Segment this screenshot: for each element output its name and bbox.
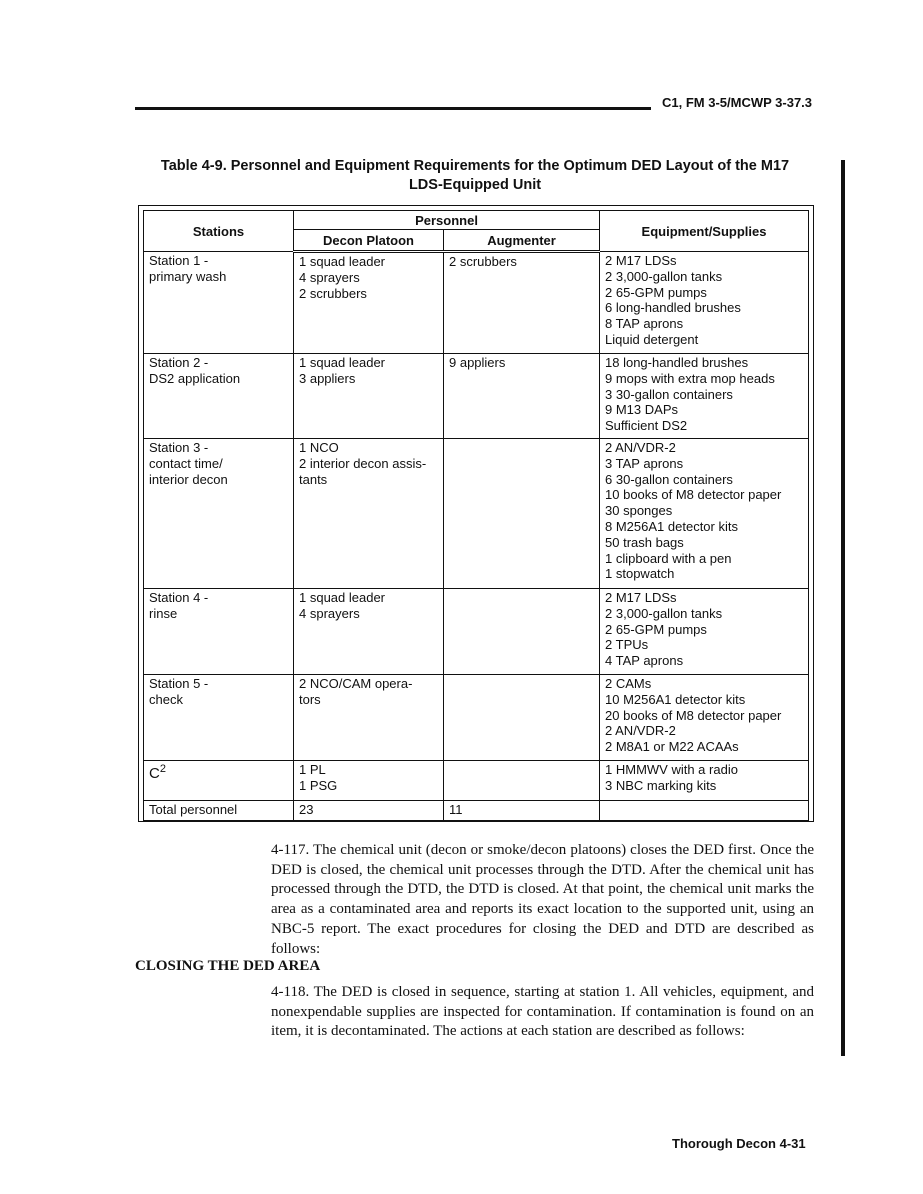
station-cell-line: Station 5 - bbox=[149, 676, 209, 691]
equipment-cell bbox=[600, 354, 809, 439]
equipment-cell bbox=[600, 589, 809, 675]
section-heading: CLOSING THE DED AREA bbox=[135, 958, 321, 974]
equipment-cell-line: 1 stopwatch bbox=[605, 566, 675, 582]
station-cell bbox=[144, 252, 294, 354]
total-decon-cell: 23 bbox=[294, 801, 444, 821]
equipment-cell-line: 6 30-gallon containers bbox=[605, 471, 733, 487]
equipment-cell-line: 2 3,000-gallon tanks bbox=[605, 268, 723, 284]
equipment-cell-line: 18 long-handled brushes bbox=[605, 355, 749, 370]
header-equipment: Equipment/Supplies bbox=[600, 211, 809, 252]
station-cell-line: Station 1 - bbox=[149, 253, 209, 268]
decon-platoon-cell-line: 4 sprayers bbox=[299, 269, 360, 285]
decon-platoon-cell-line: 1 NCO bbox=[299, 440, 339, 455]
running-head: C1, FM 3-5/MCWP 3-37.3 bbox=[662, 95, 813, 110]
station-cell bbox=[144, 675, 294, 761]
c2-label: C bbox=[149, 765, 160, 782]
equipment-cell-line: 10 books of M8 detector paper bbox=[605, 487, 782, 503]
augmenter-cell bbox=[444, 589, 600, 675]
total-augmenter-cell: 11 bbox=[444, 801, 600, 821]
equipment-cell-line: 9 mops with extra mop heads bbox=[605, 370, 775, 386]
decon-platoon-cell bbox=[294, 761, 444, 801]
augmenter-cell bbox=[444, 252, 600, 354]
decon-platoon-cell-line: 2 interior decon assis- bbox=[299, 455, 427, 471]
equipment-cell-line: 2 AN/VDR-2 bbox=[605, 440, 676, 455]
table-title-line2: LDS-Equipped Unit bbox=[408, 177, 542, 193]
equipment-cell-line: 2 65-GPM pumps bbox=[605, 284, 707, 300]
equipment-cell-line: 6 long-handled brushes bbox=[605, 300, 741, 316]
station-cell-line: interior decon bbox=[149, 471, 228, 487]
equipment-cell-line: 8 M256A1 detector kits bbox=[605, 518, 738, 534]
equipment-cell-line: Liquid detergent bbox=[605, 331, 699, 347]
decon-platoon-cell-line: 3 appliers bbox=[299, 370, 356, 386]
decon-platoon-cell-line: 1 PL bbox=[299, 762, 326, 777]
station-cell-c2 bbox=[144, 761, 294, 801]
decon-platoon-cell bbox=[294, 675, 444, 761]
header-personnel: Personnel bbox=[294, 211, 600, 230]
station-cell-line: DS2 application bbox=[149, 370, 241, 386]
decon-platoon-cell bbox=[294, 252, 444, 354]
equipment-cell-line: 1 clipboard with a pen bbox=[605, 550, 732, 566]
equipment-cell-line: 3 TAP aprons bbox=[605, 455, 684, 471]
augmenter-cell bbox=[444, 439, 600, 589]
equipment-cell bbox=[600, 439, 809, 589]
augmenter-cell bbox=[444, 675, 600, 761]
total-equipment-cell bbox=[600, 801, 809, 821]
equipment-cell-line: 10 M256A1 detector kits bbox=[605, 691, 746, 707]
equipment-cell bbox=[600, 761, 809, 801]
equipment-cell-line: 2 CAMs bbox=[605, 676, 652, 691]
augmenter-cell bbox=[444, 761, 600, 801]
equipment-cell bbox=[600, 675, 809, 761]
decon-platoon-cell-line: 1 squad leader bbox=[299, 590, 386, 605]
equipment-cell-line: 2 M17 LDSs bbox=[605, 590, 677, 605]
equipment-cell-line: 3 30-gallon containers bbox=[605, 386, 733, 402]
augmenter-cell-line: 2 scrubbers bbox=[449, 254, 517, 269]
station-cell bbox=[144, 354, 294, 439]
paragraph-4-117: 4-117. The chemical unit (decon or smoke/decon platoons) closes the DED first. Once the DED is closed, the chemical unit processes through the DTD. After the chemical unit has processed through the DTD, the DTD is closed. At that point, the chemical unit marks the area as a contaminated area and reports its exact location to the supported unit, using an NBC-5 report. The exact procedures for closing the DED and DTD are described as follows: bbox=[271, 842, 814, 957]
equipment-cell bbox=[600, 252, 809, 354]
equipment-cell-line: 30 sponges bbox=[605, 503, 673, 519]
decon-platoon-cell bbox=[294, 439, 444, 589]
equipment-cell-line: 50 trash bags bbox=[605, 534, 684, 550]
decon-platoon-cell-line: 4 sprayers bbox=[299, 605, 360, 621]
station-cell-line: Station 2 - bbox=[149, 355, 209, 370]
equipment-cell-line: 3 NBC marking kits bbox=[605, 777, 717, 793]
table-row-c2 bbox=[144, 761, 809, 801]
header-stations: Stations bbox=[144, 211, 294, 252]
table-row bbox=[144, 675, 809, 761]
station-cell bbox=[144, 589, 294, 675]
equipment-cell-line: 2 M17 LDSs bbox=[605, 253, 677, 268]
paragraph-4-118: 4-118. The DED is closed in sequence, starting at station 1. All vehicles, equipment, and nonexpendable supplies are inspected for contamination. If contamination is found on an item, it is decontaminated. The actions at each station are described as follows: bbox=[271, 984, 814, 1040]
station-cell-line: primary wash bbox=[149, 268, 227, 284]
table-row bbox=[144, 252, 809, 354]
running-foot: Thorough Decon 4-31 bbox=[672, 1136, 806, 1151]
station-cell-line: Station 4 - bbox=[149, 590, 209, 605]
table-title bbox=[140, 157, 810, 195]
table-title-line1: Table 4-9. Personnel and Equipment Requirements for the Optimum DED Layout of the M17 bbox=[160, 158, 790, 174]
equipment-cell-line: 2 3,000-gallon tanks bbox=[605, 605, 723, 621]
table-body bbox=[144, 252, 809, 821]
equipment-cell-line: 2 TPUs bbox=[605, 637, 649, 653]
augmenter-cell bbox=[444, 354, 600, 439]
header-rule bbox=[135, 107, 651, 110]
decon-platoon-cell-line: tants bbox=[299, 471, 328, 487]
table-row bbox=[144, 354, 809, 439]
decon-platoon-cell-line: 2 scrubbers bbox=[299, 285, 367, 301]
table-row bbox=[144, 439, 809, 589]
equipment-cell-line: 20 books of M8 detector paper bbox=[605, 707, 782, 723]
change-bar bbox=[841, 160, 845, 1056]
equipment-cell-line: 9 M13 DAPs bbox=[605, 402, 678, 418]
station-cell-line: rinse bbox=[149, 605, 178, 621]
augmenter-cell-line: 9 appliers bbox=[449, 355, 506, 370]
requirements-table bbox=[143, 210, 809, 821]
station-cell-line: Station 3 - bbox=[149, 440, 209, 455]
decon-platoon-cell-line: 1 PSG bbox=[299, 777, 338, 793]
c2-superscript: 2 bbox=[159, 763, 166, 775]
equipment-cell-line: 2 M8A1 or M22 ACAAs bbox=[605, 739, 739, 755]
header-decon-platoon: Decon Platoon bbox=[294, 230, 444, 252]
header-augmenter: Augmenter bbox=[444, 230, 600, 252]
decon-platoon-cell bbox=[294, 354, 444, 439]
equipment-cell-line: 2 AN/VDR-2 bbox=[605, 723, 676, 739]
decon-platoon-cell-line: tors bbox=[299, 691, 321, 707]
total-label-cell: Total personnel bbox=[144, 801, 294, 821]
equipment-cell-line: 8 TAP aprons bbox=[605, 316, 684, 332]
station-cell-line: contact time/ bbox=[149, 455, 223, 471]
equipment-cell-line: 1 HMMWV with a radio bbox=[605, 762, 738, 777]
equipment-cell-line: 4 TAP aprons bbox=[605, 653, 684, 669]
table-row-total bbox=[144, 801, 809, 821]
equipment-cell-line: 2 65-GPM pumps bbox=[605, 621, 707, 637]
table-row bbox=[144, 589, 809, 675]
equipment-cell-line: Sufficient DS2 bbox=[605, 418, 688, 434]
station-cell-line: check bbox=[149, 691, 183, 707]
station-cell bbox=[144, 439, 294, 589]
decon-platoon-cell-line: 1 squad leader bbox=[299, 254, 386, 269]
decon-platoon-cell bbox=[294, 589, 444, 675]
decon-platoon-cell-line: 1 squad leader bbox=[299, 355, 386, 370]
decon-platoon-cell-line: 2 NCO/CAM opera- bbox=[299, 676, 413, 691]
